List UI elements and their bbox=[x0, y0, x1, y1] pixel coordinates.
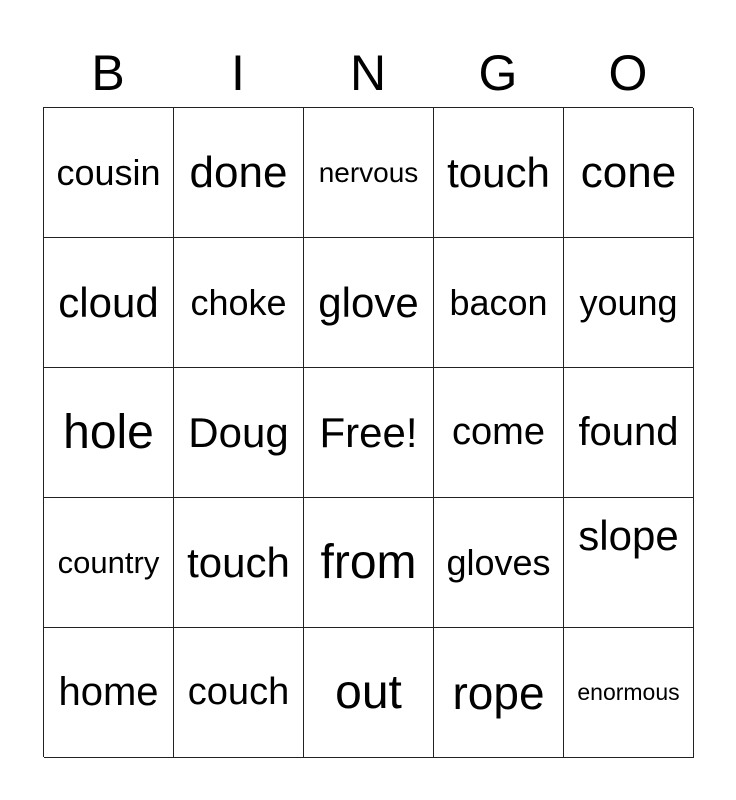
bingo-cell[interactable]: Doug bbox=[174, 368, 304, 498]
bingo-cell[interactable]: done bbox=[174, 108, 304, 238]
bingo-cell[interactable]: rope bbox=[434, 628, 564, 758]
bingo-cell[interactable]: cloud bbox=[44, 238, 174, 368]
bingo-cell[interactable]: nervous bbox=[304, 108, 434, 238]
bingo-cell[interactable]: slope bbox=[564, 498, 694, 628]
bingo-cell[interactable]: out bbox=[304, 628, 434, 758]
bingo-cell[interactable]: cone bbox=[564, 108, 694, 238]
bingo-board bbox=[43, 107, 693, 757]
bingo-cell[interactable]: cousin bbox=[44, 108, 174, 238]
bingo-cell[interactable]: home bbox=[44, 628, 174, 758]
header-letter-n: N bbox=[349, 45, 387, 101]
header-letter-b: B bbox=[91, 45, 125, 101]
bingo-cell[interactable]: hole bbox=[44, 368, 174, 498]
bingo-cell[interactable]: gloves bbox=[434, 498, 564, 628]
free-space-cell[interactable]: Free! bbox=[304, 368, 434, 498]
header-letter-g: G bbox=[478, 45, 518, 101]
header-letter-i: I bbox=[231, 45, 245, 101]
bingo-cell[interactable]: come bbox=[434, 368, 564, 498]
bingo-cell[interactable]: touch bbox=[434, 108, 564, 238]
bingo-cell[interactable]: glove bbox=[304, 238, 434, 368]
bingo-cell[interactable]: from bbox=[304, 498, 434, 628]
bingo-cell[interactable]: touch bbox=[174, 498, 304, 628]
bingo-cell[interactable]: found bbox=[564, 368, 694, 498]
bingo-cell[interactable]: country bbox=[44, 498, 174, 628]
bingo-cell[interactable]: choke bbox=[174, 238, 304, 368]
header-letter-o: O bbox=[608, 45, 648, 101]
bingo-header bbox=[43, 42, 693, 104]
bingo-cell[interactable]: young bbox=[564, 238, 694, 368]
bingo-cell[interactable]: enormous bbox=[564, 628, 694, 758]
bingo-cell[interactable]: couch bbox=[174, 628, 304, 758]
bingo-cell[interactable]: bacon bbox=[434, 238, 564, 368]
